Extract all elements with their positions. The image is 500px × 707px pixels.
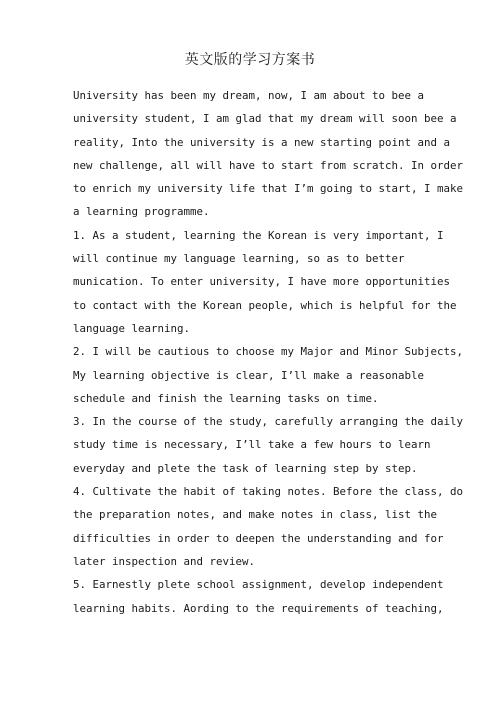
text-line: later inspection and review. bbox=[73, 554, 256, 568]
text-line: a learning programme. bbox=[73, 205, 210, 219]
text-line: to enrich my university life that I’m going to start, I make bbox=[73, 182, 464, 196]
text-line: the preparation notes, and make notes in class, list the bbox=[73, 508, 438, 522]
text-line: 3. In the course of the study, carefully arranging the daily bbox=[73, 415, 464, 429]
text-line: 4. Cultivate the habit of taking notes. Before the class, do bbox=[73, 485, 464, 499]
text-line: language learning. bbox=[73, 321, 191, 335]
text-line: new challenge, all will have to start from scratch. In order bbox=[73, 158, 464, 172]
text-line: 1. As a student, learning the Korean is very important, I bbox=[73, 228, 444, 242]
text-line: learning habits. Aording to the requirements of teaching, bbox=[73, 601, 444, 615]
text-line: University has been my dream, now, I am about to bee a bbox=[73, 89, 425, 102]
text-line: difficulties in order to deepen the understanding and for bbox=[73, 531, 444, 545]
text-line: 5. Earnestly plete school assignment, develop independent bbox=[73, 578, 444, 592]
text-line: study time is necessary, I’ll take a few hours to learn bbox=[73, 438, 431, 452]
document-title: 英文版的学习方案书 bbox=[184, 52, 316, 68]
document-body bbox=[73, 84, 464, 620]
text-line: everyday and plete the task of learning step by step. bbox=[73, 461, 418, 475]
text-line: university student, I am glad that my dream will soon bee a bbox=[73, 112, 457, 126]
text-line: schedule and finish the learning tasks on time. bbox=[73, 391, 379, 405]
text-line: will continue my language learning, so as to better bbox=[73, 252, 405, 266]
text-line: munication. To enter university, I have more opportunities bbox=[73, 275, 451, 289]
text-line: 2. I will be cautious to choose my Major and Minor Subjects, bbox=[73, 345, 464, 359]
text-line: My learning objective is clear, I’ll make a reasonable bbox=[73, 368, 425, 382]
text-line: to contact with the Korean people, which is helpful for the bbox=[73, 298, 457, 312]
text-line: reality, Into the university is a new starting point and a bbox=[73, 135, 451, 149]
